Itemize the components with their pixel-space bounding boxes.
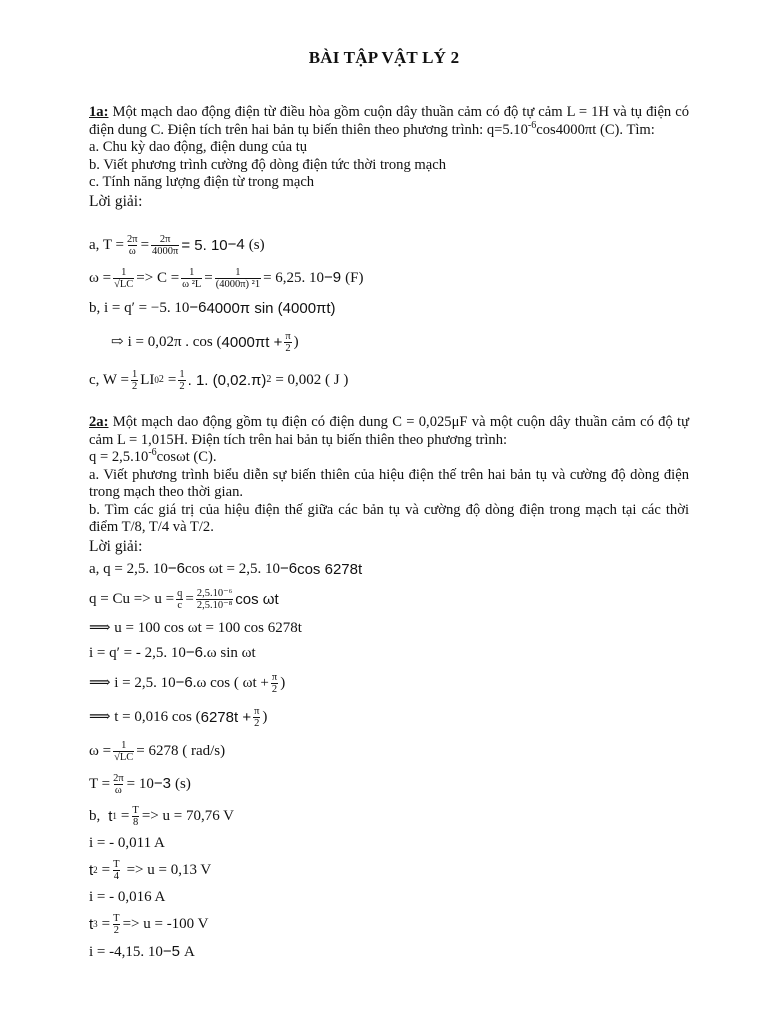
eq-text: cos 6278t [297,560,363,578]
denominator: 2 [254,717,260,729]
eq-text: ) [262,708,268,725]
exponent: -6 [527,119,537,131]
eq-text: = 10 [126,775,154,792]
equation-energy: c, W = $\frac{1}{2}$ LI 0 2 = $\frac{1}{2}$ . 1. (0,02.π) 2 = 0,002 ( J ) [89,368,349,392]
eq-text: 4000π sin (4000πt) [206,299,336,317]
fraction [151,234,179,257]
implies-arrow-icon: ⇨ [111,333,124,350]
eq-text: = 5. 10 [181,236,228,254]
equation-voltage-2 [89,616,689,640]
eq-text: b, i = q′ = −5. 10 [89,299,190,316]
eq-text: 6278t + [200,708,252,726]
fraction [112,773,125,796]
eq-text: => C = [136,269,180,286]
eq-text: c, W = [89,371,129,388]
denominator: 2 [113,924,119,936]
eq-text: = [120,807,130,824]
eq-text: cos ωt = 2,5. 10 [184,560,280,577]
eq-text: ⟹ t = 0,016 cos ( [89,708,201,725]
equation-i3: i = -4,15. 10 −5 A [89,943,195,960]
question-item: a. Chu kỳ dao động, điện dung của tụ [89,139,308,155]
equation-voltage: q = Cu => u = $\frac{q}{c}$ = $\frac{\text{2,5.10⁻⁶}}{\text{2,5.10⁻⁸}}$ cos ωt [89,587,279,611]
denominator: ω ²L [182,278,202,290]
eq-text: LI [140,371,155,388]
question-item: c. Tính năng lượng điện từ trong mạch [89,174,315,190]
equation-t [89,700,689,734]
page-title: BÀI TẬP VẬT LÝ 2 [308,48,460,67]
eq-text: t [89,915,94,933]
eq-text: = 6,25. 10 [263,269,325,286]
numerator: q [177,587,183,599]
problem-1a-statement [89,104,689,139]
numerator: 2π [113,772,124,784]
solution-2 [89,556,689,964]
eq-text: q = Cu => u = [89,590,175,607]
fraction [176,588,183,611]
eq-text: = [167,371,177,388]
fraction [196,588,233,611]
denominator: 2,5.10⁻⁸ [196,599,233,611]
equation-period: a, T = $\frac{2\pi}{\omega}$ = $\frac{2\pi}{4000\pi}$ = 5. 10 −4 (s) [89,233,265,257]
eq-text: 4000πt + [221,333,283,351]
problem-text: Một mạch dao động gồm tụ điện có điện dung C = 0,025μF và một cuộn dây thuần cảm có độ tự cảm L = 1,015H. Điện tích trên hai bản tụ biến thiên theo phương trình: [89,414,689,448]
equation-current: i = q′ = - 2,5. 10 −6 .ω sin ωt [89,644,256,661]
numerator: π [285,330,291,342]
question-item: b. Tìm các giá trị của hiệu điện thế giữa các bản tụ và cường độ dòng điện trong mạch tại các thời điểm T/8, T/4 và T/2. [89,501,689,535]
eq-text: T = [89,775,111,792]
eq-text: a, q = 2,5. 10 [89,560,168,577]
eq-text: ⟹ i = 2,5. 10 [89,674,176,691]
fraction [131,805,139,828]
question-item: a. Viết phương trình biểu diễn sự biến thiên của hiệu điện thế trên hai bản tụ và cường độ dòng điện trong mạch theo thời gian. [89,466,689,500]
numerator: T [113,912,120,924]
eq-text: t [89,861,94,879]
problem-1a [89,104,689,211]
numerator: 1 [121,266,127,278]
numerator: π [254,705,260,717]
denominator: ω [128,245,136,257]
numerator: 1 [121,739,127,751]
fraction [113,267,134,290]
eq-text: ⟹ u = 100 cos ωt = 100 cos 6278t [89,619,302,636]
solution-label: Lời giải: [89,537,143,555]
problem-label: 2a: [89,414,109,430]
eq-text: i = 0,02π . cos ( [127,333,222,350]
fraction [271,672,278,695]
fraction [126,234,139,257]
fraction [112,859,120,882]
eq-unit: (F) [345,269,364,286]
problem-text: Một mạch dao động điện từ điều hòa gồm cuộn dây thuần cảm có độ tự cảm L = 1H và tụ điện có điện dung C. Điện tích trên hai bản tụ biến thiên theo phương trình: q=5.10 [89,104,689,138]
eq-unit: A [183,943,195,960]
equation-t3: t 3 = $\frac{T}{2}$ => u = -100 V [89,912,209,936]
eq-text: => u = 70,76 V [141,807,235,824]
eq-text: a, T = [89,236,124,253]
denominator: 2 [179,380,185,392]
numerator: 1 [235,266,241,278]
eq-text: ) [280,674,286,691]
fraction [112,913,120,936]
eq-text: i = -4,15. 10 [89,943,163,960]
eq-text: ω = [89,742,112,759]
eq-unit: (s) [175,775,191,792]
eq-text: = 0,002 ( J ) [275,371,349,388]
equation-t2: t 2 = $\frac{T}{4}$ => u = 0,13 V [89,858,212,882]
problem-label: 1a: [89,104,109,120]
equation-current: b, i = q′ = −5. 10 −6 4000π sin (4000πt) [89,299,336,317]
equation-omega [89,734,689,768]
fraction [215,267,261,290]
denominator: √LC [114,751,134,763]
numerator: T [132,804,139,816]
fraction [178,369,185,392]
eq-text: . 1. (0,02.π) [187,371,267,389]
denominator: ω [114,784,122,796]
problem-text: q = 2,5.10 [89,449,149,465]
eq-text: i = - 0,011 A [89,834,165,851]
equation-i2 [89,886,689,908]
exponent: -6 [148,447,157,459]
denominator: 2 [285,342,291,354]
eq-text: ) [293,333,299,350]
equation-omega: ω = $\frac{1}{√LC}$ => C = $\frac{1}{\text{ω ²L}}$ = $\frac{1}{\text{(4000π) ²1}}$ = 6,25. 10 −9 (F) [89,266,364,290]
equation-t1: b, t 1 = $\frac{T}{8}$ => u = 70,76 V [89,804,235,828]
numerator: 1 [131,368,138,380]
eq-text: i = - 0,016 A [89,888,166,905]
problem-2a-statement [89,414,689,449]
denominator: 4000π [152,245,179,257]
eq-text: b, [89,807,101,824]
denominator: √LC [114,278,134,290]
numerator: 2,5.10⁻⁶ [196,587,233,599]
eq-unit: (s) [248,236,265,253]
equation-current-cos: ⟹ i = 2,5. 10 −6 .ω cos ( ωt + $\frac{\pi}{2}$ ) [89,671,286,695]
denominator: 2 [131,380,138,392]
denominator: 4 [113,870,119,882]
numerator: π [271,671,278,683]
eq-text: i = q′ = - 2,5. 10 [89,644,186,661]
equation-i1 [89,832,689,854]
denominator: 2 [271,683,278,695]
numerator: 1 [179,368,185,380]
numerator: 2π [159,233,171,245]
fraction [253,706,260,729]
numerator: 1 [189,266,195,278]
problem-text: cosωt (C). [156,449,217,465]
eq-text: => u = -100 V [122,915,209,932]
eq-text: = [101,861,111,878]
eq-text: => u = 0,13 V [126,861,212,878]
eq-text: .ω cos ( ωt + [192,674,269,691]
denominator: 8 [132,816,139,828]
numerator: T [113,858,120,870]
fraction [284,331,291,354]
equation-current-cos [89,322,689,362]
eq-text: = [101,915,111,932]
equation-charge: a, q = 2,5. 10 −6 cos ωt = 2,5. 10 −6 cos 6278t [89,560,363,578]
fraction [181,267,202,290]
charge-equation [89,449,689,467]
question-item: b. Viết phương trình cường độ dòng điện tức thời trong mạch [89,156,447,173]
eq-text: t [108,807,113,825]
eq-text: cos ωt [235,590,279,608]
solution-1 [89,228,689,398]
fraction [131,369,138,392]
eq-text: .ω sin ωt [202,644,256,661]
solution-label: Lời giải: [89,192,143,210]
eq-text: = 6278 ( rad/s) [136,742,226,759]
eq-text: ω = [89,269,112,286]
equation-period: T = $\frac{2\pi}{\omega}$ = 10 −3 (s) [89,772,191,796]
fraction [113,740,134,763]
denominator: c [177,599,183,611]
problem-text: cos4000πt (C). Tìm: [536,121,655,138]
problem-2a [89,414,689,556]
denominator: (4000π) ²1 [215,278,261,290]
numerator: 2π [127,233,138,245]
